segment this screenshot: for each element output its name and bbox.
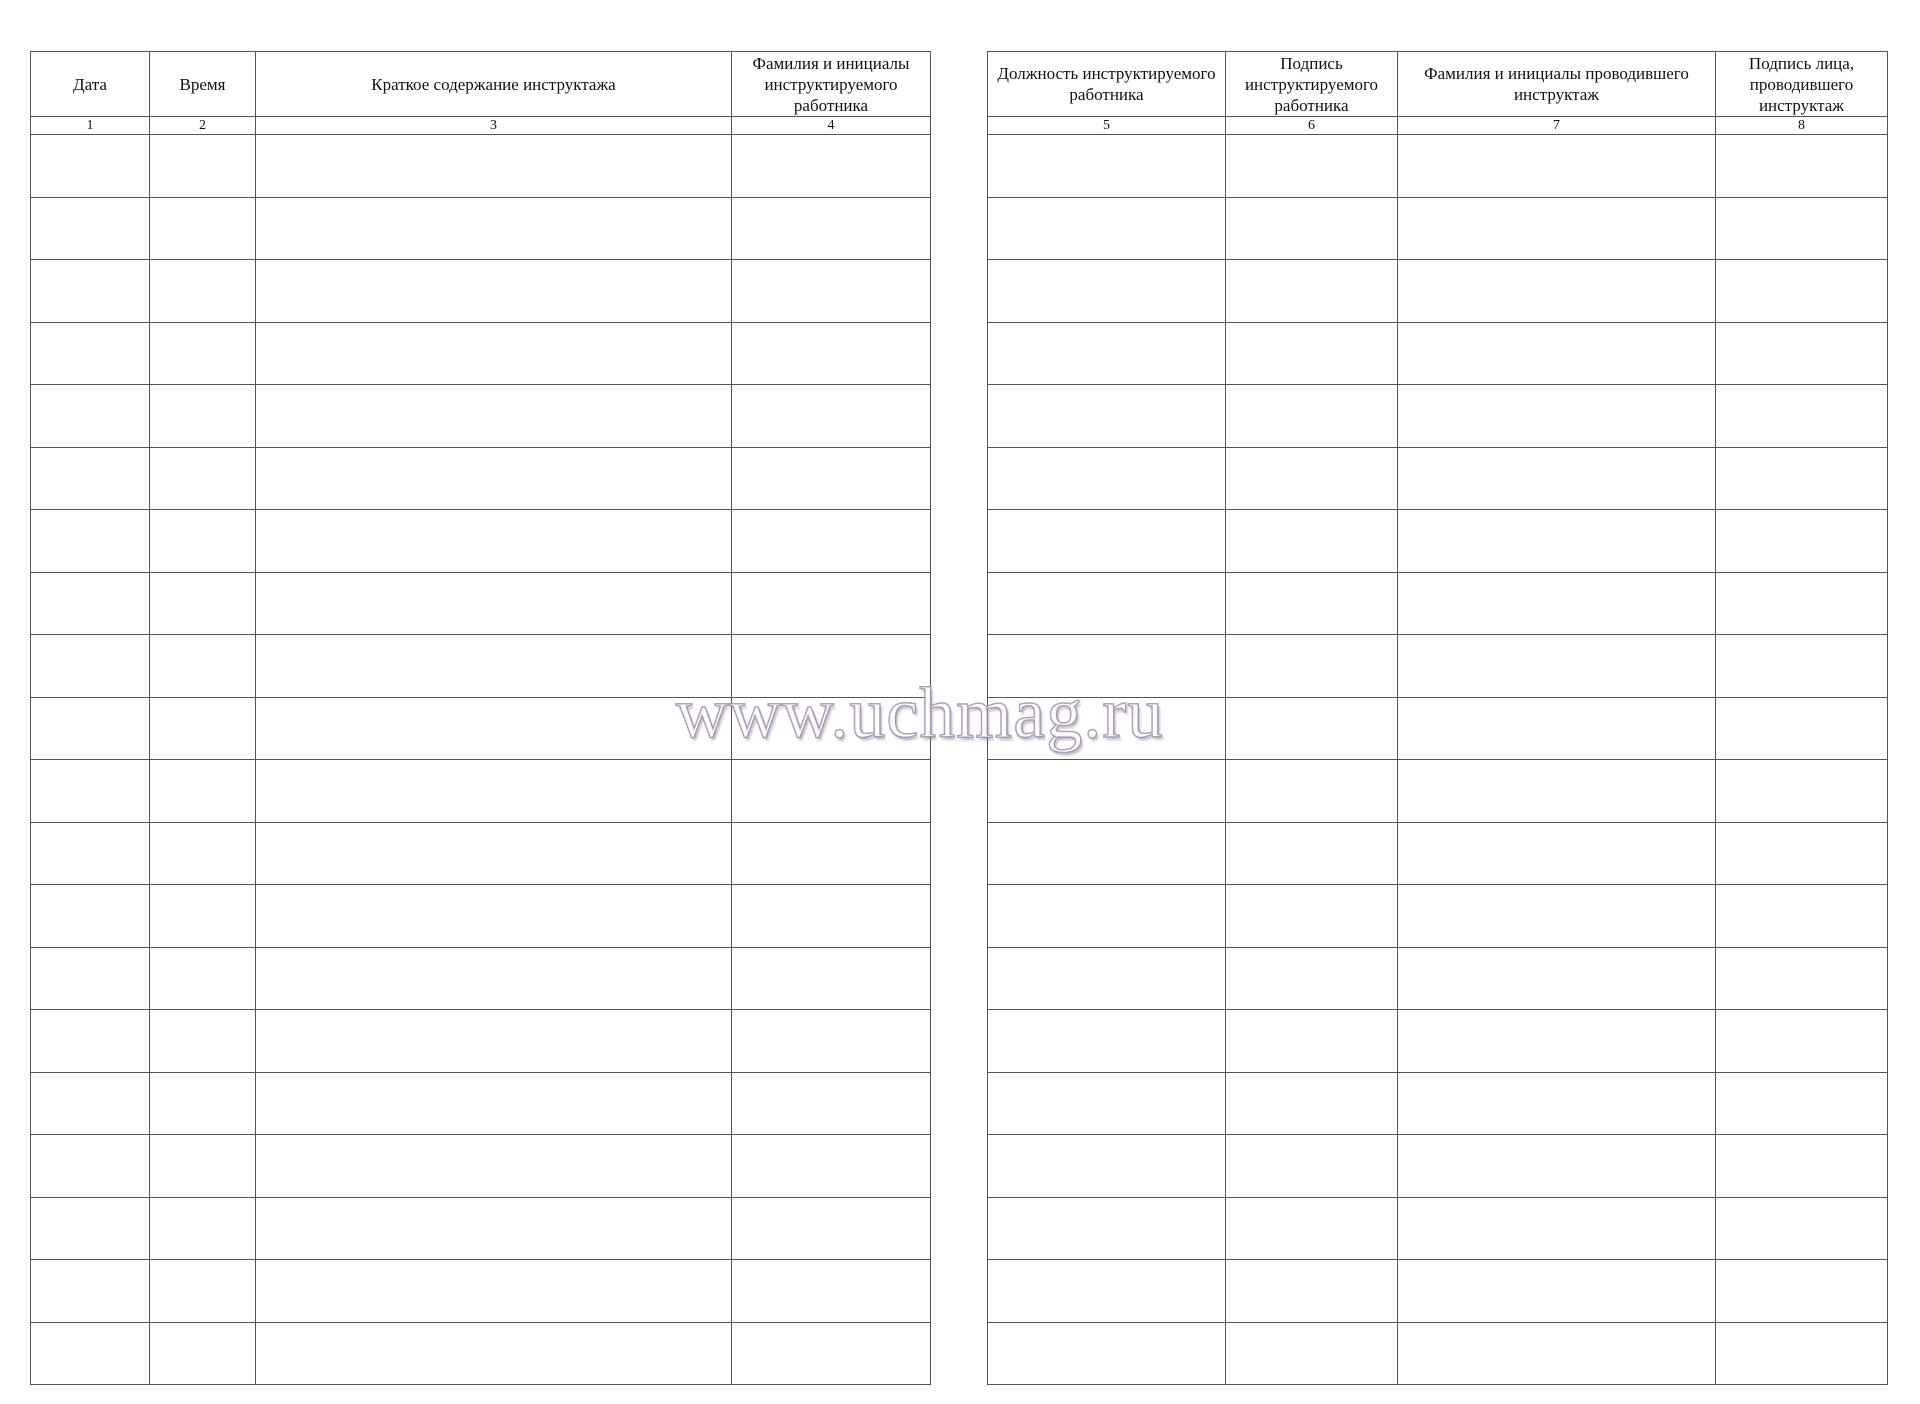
table-row [31, 447, 931, 510]
blank-cell [1716, 635, 1888, 698]
blank-cell [31, 135, 150, 198]
table-row [988, 635, 1888, 698]
blank-cell [1398, 1260, 1716, 1323]
blank-cell [31, 1010, 150, 1073]
blank-cell [1716, 322, 1888, 385]
blank-cell [150, 760, 256, 823]
blank-cell [732, 197, 931, 260]
blank-cell [732, 135, 931, 198]
blank-cell [1716, 447, 1888, 510]
table-row [31, 1260, 931, 1323]
table-row [988, 697, 1888, 760]
blank-cell [1716, 197, 1888, 260]
blank-cell [1398, 197, 1716, 260]
blank-cell [1716, 885, 1888, 948]
blank-cell [1398, 1072, 1716, 1135]
column-number-row [31, 117, 931, 135]
blank-cell [732, 447, 931, 510]
blank-cell [732, 1010, 931, 1073]
blank-cell [256, 760, 732, 823]
blank-cell [1226, 385, 1398, 448]
blank-cell [988, 760, 1226, 823]
blank-cell [1226, 697, 1398, 760]
blank-cell [1716, 697, 1888, 760]
blank-cell [1716, 1322, 1888, 1385]
blank-cell [31, 885, 150, 948]
table-row [988, 1197, 1888, 1260]
table-row [988, 385, 1888, 448]
blank-cell [150, 1010, 256, 1073]
blank-cell [256, 1010, 732, 1073]
blank-cell [732, 1260, 931, 1323]
blank-cell [150, 1260, 256, 1323]
blank-cell [732, 697, 931, 760]
table-row [988, 322, 1888, 385]
blank-cell [1226, 135, 1398, 198]
blank-cell [1398, 822, 1716, 885]
blank-cell [31, 635, 150, 698]
blank-cell [256, 260, 732, 323]
blank-cell [150, 260, 256, 323]
blank-cell [1398, 760, 1716, 823]
table-row [988, 447, 1888, 510]
table-row [31, 822, 931, 885]
blank-cell [150, 1197, 256, 1260]
blank-cell [988, 322, 1226, 385]
blank-cell [732, 822, 931, 885]
blank-cell [988, 510, 1226, 573]
blank-cell [150, 197, 256, 260]
table-row [31, 947, 931, 1010]
blank-cell [1226, 572, 1398, 635]
blank-cell [256, 1197, 732, 1260]
blank-cell [1398, 1197, 1716, 1260]
blank-cell [1398, 885, 1716, 948]
table-row [31, 1135, 931, 1198]
table-row [31, 1072, 931, 1135]
blank-cell [31, 385, 150, 448]
blank-cell [1716, 1197, 1888, 1260]
blank-cell [988, 635, 1226, 698]
table-row [988, 1135, 1888, 1198]
blank-cell [256, 447, 732, 510]
table-row [988, 135, 1888, 198]
blank-cell [256, 822, 732, 885]
blank-cell [1226, 1260, 1398, 1323]
blank-cell [988, 1322, 1226, 1385]
blank-cell [256, 1260, 732, 1323]
header-instructor-signature: Подпись лица, проводившего инструктаж [1716, 52, 1888, 117]
blank-cell [1226, 1322, 1398, 1385]
blank-cell [150, 1072, 256, 1135]
blank-cell [1226, 760, 1398, 823]
blank-cell [150, 572, 256, 635]
blank-cell [988, 1260, 1226, 1323]
blank-cell [31, 1135, 150, 1198]
blank-cell [256, 1072, 732, 1135]
table-row [31, 1197, 931, 1260]
blank-cell [988, 385, 1226, 448]
header-trainee-position: Должность инструктируемого работника [988, 52, 1226, 117]
blank-cell [732, 572, 931, 635]
column-number: 8 [1716, 117, 1888, 135]
blank-cell [732, 947, 931, 1010]
blank-cell [1398, 510, 1716, 573]
blank-cell [31, 1072, 150, 1135]
blank-cell [732, 322, 931, 385]
blank-cell [732, 385, 931, 448]
table-row [988, 1072, 1888, 1135]
header-instructor-name: Фамилия и инициалы проводившего инструктаж [1398, 52, 1716, 117]
blank-cell [988, 447, 1226, 510]
blank-cell [988, 822, 1226, 885]
blank-cell [1716, 760, 1888, 823]
blank-cell [1226, 1197, 1398, 1260]
table-row [31, 885, 931, 948]
blank-cell [1226, 1072, 1398, 1135]
table-row [31, 1322, 931, 1385]
header-trainee-signature: Подпись инструктируемого работника [1226, 52, 1398, 117]
blank-cell [1398, 947, 1716, 1010]
table-row [31, 385, 931, 448]
blank-cell [256, 322, 732, 385]
blank-cell [150, 885, 256, 948]
blank-cell [1226, 197, 1398, 260]
blank-cell [1226, 1135, 1398, 1198]
blank-cell [732, 1072, 931, 1135]
blank-cell [1716, 510, 1888, 573]
blank-cell [150, 135, 256, 198]
blank-cell [988, 1072, 1226, 1135]
table-row [988, 510, 1888, 573]
blank-cell [1398, 1322, 1716, 1385]
table-row [988, 1322, 1888, 1385]
table-row [31, 197, 931, 260]
blank-cell [1226, 447, 1398, 510]
blank-cell [256, 510, 732, 573]
blank-cell [1226, 260, 1398, 323]
column-number-row [988, 117, 1888, 135]
blank-cell [150, 947, 256, 1010]
column-number: 6 [1226, 117, 1398, 135]
blank-cell [1398, 572, 1716, 635]
blank-cell [732, 260, 931, 323]
blank-cell [31, 260, 150, 323]
blank-cell [256, 635, 732, 698]
table-row [988, 760, 1888, 823]
blank-cell [1398, 1135, 1716, 1198]
blank-cell [1226, 1010, 1398, 1073]
blank-cell [732, 1135, 931, 1198]
watermark: www.uchmag.ru [676, 673, 1165, 753]
blank-cell [150, 697, 256, 760]
blank-cell [1398, 635, 1716, 698]
blank-cell [31, 572, 150, 635]
blank-cell [988, 135, 1226, 198]
blank-cell [732, 1197, 931, 1260]
blank-cell [256, 135, 732, 198]
blank-cell [256, 947, 732, 1010]
blank-cell [988, 260, 1226, 323]
blank-cell [1398, 135, 1716, 198]
blank-cell [1716, 1260, 1888, 1323]
blank-cell [31, 1197, 150, 1260]
blank-cell [732, 760, 931, 823]
blank-cell [1398, 447, 1716, 510]
table-row [988, 1010, 1888, 1073]
blank-cell [988, 572, 1226, 635]
blank-cell [988, 947, 1226, 1010]
blank-cell [732, 510, 931, 573]
blank-cell [256, 197, 732, 260]
column-number: 5 [988, 117, 1226, 135]
table-row [988, 197, 1888, 260]
blank-cell [150, 385, 256, 448]
blank-cell [256, 697, 732, 760]
table-row [988, 947, 1888, 1010]
blank-cell [1226, 885, 1398, 948]
blank-cell [1398, 322, 1716, 385]
table-row [31, 322, 931, 385]
blank-cell [256, 385, 732, 448]
blank-cell [31, 760, 150, 823]
blank-cell [150, 1322, 256, 1385]
table-row [31, 635, 931, 698]
header-trainee-name: Фамилия и инициалы инструктируемого работника [732, 52, 931, 117]
blank-cell [31, 322, 150, 385]
header-row [31, 52, 931, 117]
table-row [31, 572, 931, 635]
blank-cell [1716, 135, 1888, 198]
blank-cell [31, 510, 150, 573]
blank-cell [256, 885, 732, 948]
blank-cell [988, 885, 1226, 948]
table-row [31, 510, 931, 573]
blank-cell [1716, 572, 1888, 635]
blank-cell [31, 197, 150, 260]
blank-cell [1716, 385, 1888, 448]
blank-cell [732, 635, 931, 698]
blank-cell [1398, 697, 1716, 760]
header-date: Дата [31, 52, 150, 117]
table-row [988, 885, 1888, 948]
blank-cell [1716, 1072, 1888, 1135]
blank-cell [256, 572, 732, 635]
column-number: 3 [256, 117, 732, 135]
blank-cell [1398, 385, 1716, 448]
blank-cell [150, 447, 256, 510]
header-time: Время [150, 52, 256, 117]
blank-cell [31, 697, 150, 760]
right-journal-table [987, 51, 1888, 1385]
blank-cell [256, 1135, 732, 1198]
column-number: 7 [1398, 117, 1716, 135]
column-number: 1 [31, 117, 150, 135]
blank-cell [988, 197, 1226, 260]
blank-cell [1226, 635, 1398, 698]
blank-cell [150, 322, 256, 385]
blank-cell [732, 1322, 931, 1385]
blank-cell [150, 510, 256, 573]
table-row [988, 822, 1888, 885]
blank-cell [31, 1322, 150, 1385]
column-number: 2 [150, 117, 256, 135]
blank-cell [988, 1135, 1226, 1198]
header-row [988, 52, 1888, 117]
column-number: 4 [732, 117, 931, 135]
blank-cell [1398, 260, 1716, 323]
blank-cell [31, 447, 150, 510]
header-summary: Краткое содержание инструктажа [256, 52, 732, 117]
blank-cell [31, 822, 150, 885]
blank-cell [31, 947, 150, 1010]
table-row [988, 572, 1888, 635]
left-journal-table [30, 51, 931, 1385]
blank-cell [988, 1010, 1226, 1073]
table-row [31, 260, 931, 323]
blank-cell [988, 697, 1226, 760]
blank-cell [988, 1197, 1226, 1260]
blank-cell [1398, 1010, 1716, 1073]
blank-cell [150, 1135, 256, 1198]
blank-cell [1716, 1010, 1888, 1073]
blank-cell [1716, 947, 1888, 1010]
blank-cell [150, 822, 256, 885]
blank-cell [732, 885, 931, 948]
blank-cell [1716, 822, 1888, 885]
blank-cell [1226, 822, 1398, 885]
blank-cell [31, 1260, 150, 1323]
blank-cell [1716, 260, 1888, 323]
table-row [988, 260, 1888, 323]
table-row [31, 697, 931, 760]
table-row [31, 135, 931, 198]
table-row [988, 1260, 1888, 1323]
blank-cell [1226, 322, 1398, 385]
blank-cell [1226, 947, 1398, 1010]
table-row [31, 760, 931, 823]
blank-cell [1226, 510, 1398, 573]
blank-cell [1716, 1135, 1888, 1198]
blank-cell [150, 635, 256, 698]
table-row [31, 1010, 931, 1073]
blank-cell [256, 1322, 732, 1385]
